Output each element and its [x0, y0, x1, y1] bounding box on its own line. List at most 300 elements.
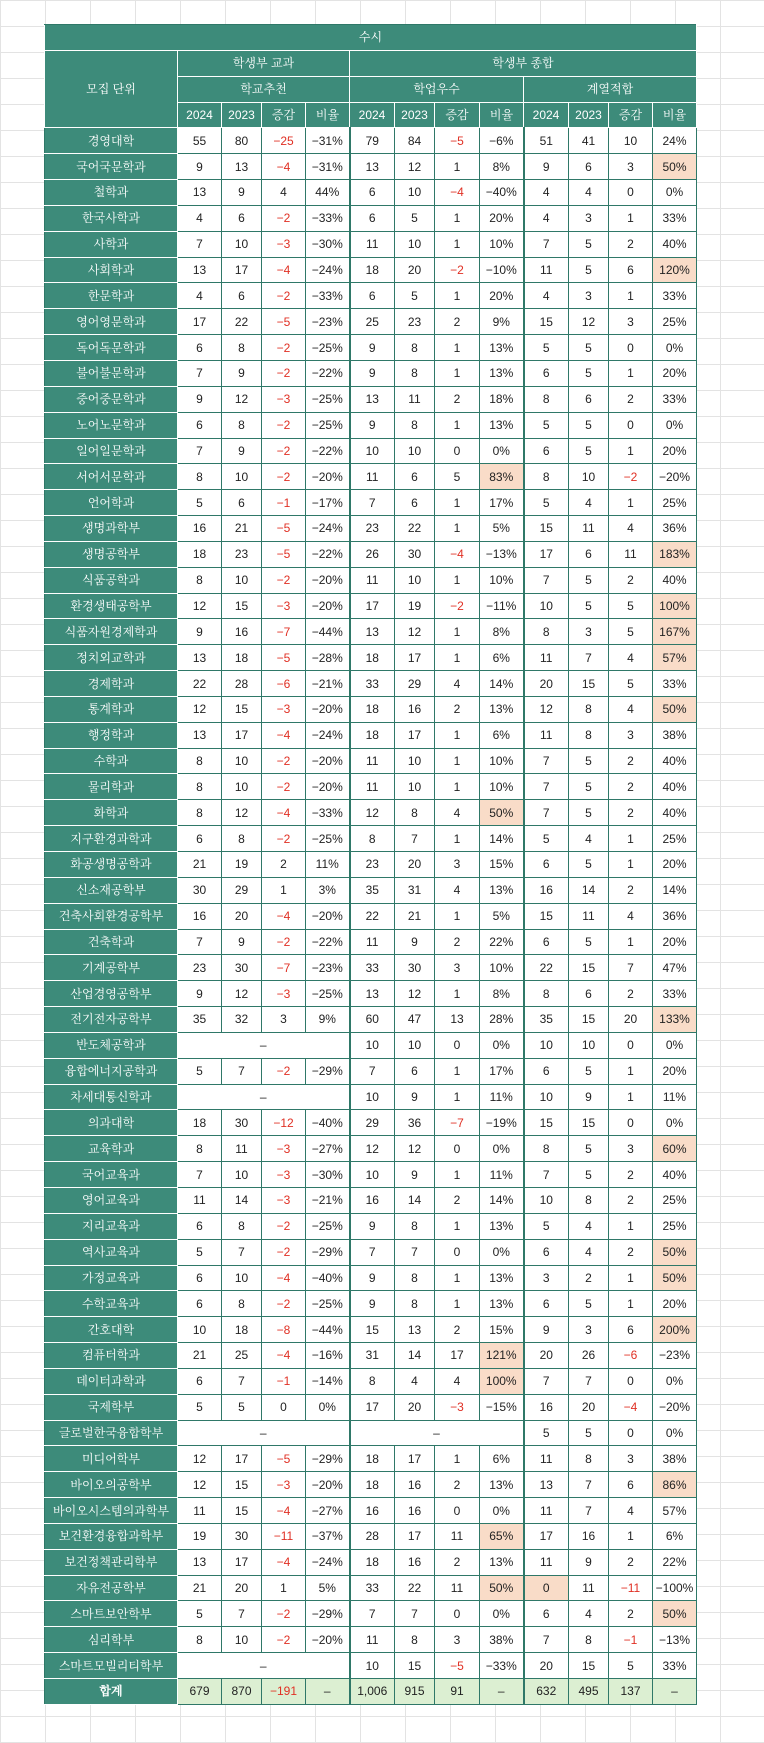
value-cell: 495 — [569, 1679, 609, 1705]
value-cell: 13 — [350, 619, 395, 645]
value-cell: 5 — [569, 1291, 609, 1317]
value-cell: 1 — [435, 154, 480, 180]
value-cell: 13 — [524, 1472, 569, 1498]
value-cell: −20% — [653, 464, 697, 490]
value-cell: −40% — [306, 1265, 350, 1291]
value-cell: 20% — [480, 205, 524, 231]
value-cell: 9 — [350, 412, 395, 438]
value-cell: 10% — [480, 955, 524, 981]
table-row — [45, 541, 697, 567]
value-cell: −20% — [306, 464, 350, 490]
value-cell: −25% — [306, 412, 350, 438]
value-cell: 21 — [178, 1343, 222, 1369]
value-cell: 4 — [569, 826, 609, 852]
value-cell: 12 — [222, 386, 262, 412]
value-cell: −3 — [262, 981, 306, 1007]
value-cell: 7 — [350, 490, 395, 516]
value-cell: 6 — [222, 205, 262, 231]
value-cell: −11 — [262, 1523, 306, 1549]
value-cell: −3 — [435, 1394, 480, 1420]
value-cell: 137 — [609, 1679, 653, 1705]
value-cell: 9 — [178, 981, 222, 1007]
value-cell: 13% — [480, 696, 524, 722]
subgroup-header-school-recommend: 학교추천 — [178, 76, 350, 102]
department-name: 환경생태공학부 — [45, 593, 178, 619]
value-cell: 17 — [435, 1343, 480, 1369]
value-cell: 15 — [222, 696, 262, 722]
value-cell: 28 — [350, 1523, 395, 1549]
value-cell: 7 — [178, 1162, 222, 1188]
value-cell: 4 — [609, 696, 653, 722]
value-cell: 10 — [609, 128, 653, 154]
value-cell: 14 — [395, 1187, 435, 1213]
department-name: 통계학과 — [45, 696, 178, 722]
value-cell: 9 — [350, 360, 395, 386]
value-cell: 13 — [178, 1549, 222, 1575]
value-cell: 18 — [222, 645, 262, 671]
value-cell: 5% — [480, 516, 524, 542]
subgroup-header-field-fit: 계열적합 — [524, 76, 697, 102]
value-cell: 13% — [480, 412, 524, 438]
table-row — [45, 154, 697, 180]
value-cell: 15 — [222, 1472, 262, 1498]
value-cell: 5 — [569, 1420, 609, 1446]
value-cell: −2 — [262, 1213, 306, 1239]
value-cell: 1 — [435, 1084, 480, 1110]
value-cell: 16 — [395, 1549, 435, 1575]
value-cell: 36% — [653, 903, 697, 929]
value-cell: 8 — [222, 1291, 262, 1317]
value-cell: −3 — [262, 1187, 306, 1213]
value-cell: −2 — [262, 438, 306, 464]
value-cell: 30 — [395, 955, 435, 981]
department-name: 물리학과 — [45, 774, 178, 800]
department-name: 중어중문학과 — [45, 386, 178, 412]
total-label: 합계 — [45, 1679, 178, 1705]
value-cell: 9% — [480, 309, 524, 335]
value-cell: 6% — [480, 1446, 524, 1472]
table-row — [45, 309, 697, 335]
value-cell: −33% — [480, 1653, 524, 1679]
value-cell: 13 — [350, 154, 395, 180]
value-cell: 9 — [222, 929, 262, 955]
table-row — [45, 386, 697, 412]
value-cell: 8% — [480, 619, 524, 645]
value-cell: 36% — [653, 516, 697, 542]
table-row — [45, 1213, 697, 1239]
department-name: 생명과학부 — [45, 516, 178, 542]
value-cell: −40% — [480, 180, 524, 206]
value-cell: 14% — [480, 671, 524, 697]
value-cell: 22% — [653, 1549, 697, 1575]
value-cell: 100% — [480, 1368, 524, 1394]
table-row — [45, 929, 697, 955]
value-cell: 0% — [653, 1368, 697, 1394]
table-row — [45, 1627, 697, 1653]
value-cell: 0% — [653, 1110, 697, 1136]
value-cell: 33% — [653, 981, 697, 1007]
table-row — [45, 696, 697, 722]
value-cell: 16 — [350, 1498, 395, 1524]
value-cell: 79 — [350, 128, 395, 154]
table-row — [45, 1394, 697, 1420]
value-cell: −20% — [306, 903, 350, 929]
value-cell: −22% — [306, 541, 350, 567]
value-cell: 9 — [222, 180, 262, 206]
empty-range-dash: – — [178, 1032, 350, 1058]
value-cell: 4 — [435, 800, 480, 826]
value-cell: 9 — [350, 1291, 395, 1317]
value-cell: 11 — [350, 774, 395, 800]
value-cell: 7 — [524, 567, 569, 593]
department-name: 의과대학 — [45, 1110, 178, 1136]
value-cell: 14 — [395, 1343, 435, 1369]
subgroup-header-academic-excellence: 학업우수 — [350, 76, 524, 102]
value-cell: 4 — [609, 1498, 653, 1524]
value-cell: −2 — [262, 567, 306, 593]
value-cell: 20 — [524, 1653, 569, 1679]
value-cell: 1 — [609, 205, 653, 231]
column-header: 2024 — [524, 102, 569, 128]
value-cell: 3 — [569, 283, 609, 309]
value-cell: 11 — [350, 464, 395, 490]
value-cell: 25% — [653, 826, 697, 852]
value-cell: −2 — [262, 335, 306, 361]
value-cell: 0% — [480, 1498, 524, 1524]
value-cell: 1 — [435, 516, 480, 542]
value-cell: −2 — [262, 360, 306, 386]
value-cell: 29 — [395, 671, 435, 697]
value-cell: −2 — [262, 205, 306, 231]
value-cell: 20 — [222, 903, 262, 929]
value-cell: 33 — [350, 671, 395, 697]
value-cell: 15 — [569, 955, 609, 981]
department-name: 영어교육과 — [45, 1187, 178, 1213]
value-cell: 12 — [395, 1136, 435, 1162]
value-cell: 100% — [653, 593, 697, 619]
value-cell: 57% — [653, 1498, 697, 1524]
department-name: 데이터과학과 — [45, 1368, 178, 1394]
table-row — [45, 1420, 697, 1446]
value-cell: −31% — [306, 128, 350, 154]
value-cell: 7 — [178, 231, 222, 257]
value-cell: −2 — [262, 1601, 306, 1627]
table-row — [45, 490, 697, 516]
value-cell: 13% — [480, 1265, 524, 1291]
value-cell: 4 — [435, 671, 480, 697]
value-cell: 6 — [395, 1058, 435, 1084]
value-cell: 0% — [653, 180, 697, 206]
value-cell: 13 — [178, 257, 222, 283]
value-cell: 13 — [350, 386, 395, 412]
value-cell: 5 — [524, 490, 569, 516]
value-cell: 40% — [653, 800, 697, 826]
value-cell: 50% — [480, 800, 524, 826]
value-cell: 14% — [653, 877, 697, 903]
value-cell: 7 — [569, 1498, 609, 1524]
value-cell: −27% — [306, 1498, 350, 1524]
empty-range-dash: – — [178, 1653, 350, 1679]
table-row — [45, 1368, 697, 1394]
value-cell: 84 — [395, 128, 435, 154]
value-cell: 20 — [395, 1394, 435, 1420]
value-cell: 11 — [350, 929, 395, 955]
value-cell: 2 — [609, 1239, 653, 1265]
value-cell: 25% — [653, 1187, 697, 1213]
value-cell: −4 — [262, 800, 306, 826]
value-cell: 3 — [435, 1627, 480, 1653]
value-cell: 0 — [609, 180, 653, 206]
value-cell: 1 — [435, 231, 480, 257]
value-cell: 17% — [480, 1058, 524, 1084]
value-cell: −21% — [306, 1187, 350, 1213]
value-cell: 8 — [222, 412, 262, 438]
value-cell: −2 — [262, 1291, 306, 1317]
department-name: 사회학과 — [45, 257, 178, 283]
value-cell: 6 — [569, 154, 609, 180]
department-name: 수학과 — [45, 748, 178, 774]
value-cell: −8 — [262, 1317, 306, 1343]
value-cell: 11 — [524, 645, 569, 671]
department-name: 국어교육과 — [45, 1162, 178, 1188]
value-cell: 5 — [569, 748, 609, 774]
department-name: 한국사학과 — [45, 205, 178, 231]
department-name: 글로벌한국융합학부 — [45, 1420, 178, 1446]
value-cell: 3 — [569, 619, 609, 645]
value-cell: 40% — [653, 567, 697, 593]
value-cell: 50% — [653, 154, 697, 180]
value-cell: 6 — [222, 490, 262, 516]
value-cell: 5 — [222, 1394, 262, 1420]
value-cell: −191 — [262, 1679, 306, 1705]
value-cell: 11 — [222, 1136, 262, 1162]
table-row — [45, 1032, 697, 1058]
value-cell: 4 — [524, 283, 569, 309]
value-cell: 15 — [524, 516, 569, 542]
value-cell: 1 — [435, 205, 480, 231]
table-row — [45, 593, 697, 619]
value-cell: 18 — [350, 722, 395, 748]
value-cell: −5 — [262, 645, 306, 671]
value-cell: 17 — [222, 1549, 262, 1575]
value-cell: 8 — [222, 826, 262, 852]
column-header: 2024 — [350, 102, 395, 128]
value-cell: −4 — [262, 1343, 306, 1369]
value-cell: 28 — [222, 671, 262, 697]
table-row — [45, 128, 697, 154]
value-cell: −27% — [306, 1136, 350, 1162]
department-name: 반도체공학과 — [45, 1032, 178, 1058]
value-cell: 8 — [569, 1187, 609, 1213]
value-cell: 16 — [222, 619, 262, 645]
value-cell: 19 — [178, 1523, 222, 1549]
value-cell: −25 — [262, 128, 306, 154]
value-cell: 18% — [480, 386, 524, 412]
table-row — [45, 1291, 697, 1317]
value-cell: 30 — [178, 877, 222, 903]
value-cell: 19 — [395, 593, 435, 619]
department-name: 국제학부 — [45, 1394, 178, 1420]
value-cell: 22 — [178, 671, 222, 697]
empty-range-dash: – — [178, 1420, 350, 1446]
table-title: 수시 — [45, 25, 697, 51]
value-cell: 14 — [222, 1187, 262, 1213]
department-name: 건축학과 — [45, 929, 178, 955]
value-cell: 2 — [609, 1601, 653, 1627]
department-name: 경영대학 — [45, 128, 178, 154]
value-cell: 60 — [350, 1007, 395, 1033]
value-cell: 5% — [480, 903, 524, 929]
value-cell: 1 — [609, 1291, 653, 1317]
value-cell: 8 — [569, 722, 609, 748]
value-cell: 0 — [524, 1575, 569, 1601]
department-name: 차세대통신학과 — [45, 1084, 178, 1110]
value-cell: 20 — [395, 852, 435, 878]
value-cell: 12 — [178, 1472, 222, 1498]
value-cell: −4 — [262, 1265, 306, 1291]
table-row — [45, 619, 697, 645]
value-cell: −2 — [262, 1627, 306, 1653]
value-cell: 18 — [178, 541, 222, 567]
table-row — [45, 567, 697, 593]
value-cell: 10 — [350, 438, 395, 464]
department-name: 기계공학부 — [45, 955, 178, 981]
value-cell: −5 — [262, 1446, 306, 1472]
value-cell: 2 — [569, 1265, 609, 1291]
value-cell: 15 — [524, 1110, 569, 1136]
row-label-header: 모집 단위 — [45, 50, 178, 128]
value-cell: 35 — [350, 877, 395, 903]
value-cell: 0 — [609, 1032, 653, 1058]
value-cell: −3 — [262, 696, 306, 722]
value-cell: 8 — [178, 464, 222, 490]
value-cell: 9 — [395, 1084, 435, 1110]
value-cell: 7 — [524, 1368, 569, 1394]
value-cell: 8 — [569, 1446, 609, 1472]
value-cell: −30% — [306, 1162, 350, 1188]
value-cell: 11 — [178, 1187, 222, 1213]
value-cell: 16 — [395, 696, 435, 722]
value-cell: 6 — [524, 1601, 569, 1627]
value-cell: 12 — [395, 154, 435, 180]
value-cell: −25% — [306, 335, 350, 361]
empty-range-dash: – — [178, 1084, 350, 1110]
value-cell: 17 — [395, 1446, 435, 1472]
value-cell: 11 — [350, 567, 395, 593]
value-cell: 1 — [435, 412, 480, 438]
value-cell: 4 — [178, 283, 222, 309]
value-cell: 15 — [569, 1653, 609, 1679]
value-cell: 7 — [395, 826, 435, 852]
value-cell: 10 — [569, 464, 609, 490]
value-cell: 6 — [524, 852, 569, 878]
value-cell: 5 — [569, 567, 609, 593]
value-cell: −4 — [435, 180, 480, 206]
column-header: 2023 — [222, 102, 262, 128]
table-row — [45, 955, 697, 981]
value-cell: −25% — [306, 386, 350, 412]
value-cell: – — [480, 1679, 524, 1705]
value-cell: 5 — [524, 335, 569, 361]
column-header: 비율 — [306, 102, 350, 128]
value-cell: 15 — [569, 1007, 609, 1033]
value-cell: 0 — [435, 1498, 480, 1524]
value-cell: 17 — [524, 541, 569, 567]
value-cell: 10 — [350, 1084, 395, 1110]
value-cell: 2 — [435, 1317, 480, 1343]
value-cell: 12 — [178, 696, 222, 722]
value-cell: −23% — [653, 1343, 697, 1369]
table-row — [45, 722, 697, 748]
value-cell: 3 — [435, 955, 480, 981]
column-header: 증감 — [435, 102, 480, 128]
value-cell: 4 — [262, 180, 306, 206]
table-row — [45, 1498, 697, 1524]
value-cell: 10 — [395, 438, 435, 464]
value-cell: 7 — [395, 1601, 435, 1627]
value-cell: 20 — [395, 257, 435, 283]
value-cell: 0 — [609, 1420, 653, 1446]
value-cell: 12 — [395, 619, 435, 645]
value-cell: 26 — [569, 1343, 609, 1369]
value-cell: 0% — [653, 1032, 697, 1058]
value-cell: 1 — [609, 1523, 653, 1549]
value-cell: −44% — [306, 619, 350, 645]
value-cell: 5 — [524, 1213, 569, 1239]
value-cell: −2 — [262, 464, 306, 490]
value-cell: 15% — [480, 1317, 524, 1343]
value-cell: −1 — [262, 490, 306, 516]
table-row — [45, 748, 697, 774]
value-cell: 0 — [609, 1110, 653, 1136]
table-row — [45, 1084, 697, 1110]
value-cell: 8 — [178, 800, 222, 826]
value-cell: 25% — [653, 309, 697, 335]
value-cell: 7 — [222, 1368, 262, 1394]
value-cell: 6 — [609, 1472, 653, 1498]
value-cell: 0 — [435, 1136, 480, 1162]
value-cell: 10% — [480, 231, 524, 257]
value-cell: 1 — [262, 1575, 306, 1601]
value-cell: 6 — [350, 180, 395, 206]
value-cell: 1 — [435, 981, 480, 1007]
value-cell: 20% — [480, 283, 524, 309]
value-cell: −5 — [262, 541, 306, 567]
value-cell: 15 — [524, 903, 569, 929]
department-name: 산업경영공학부 — [45, 981, 178, 1007]
table-row — [45, 180, 697, 206]
value-cell: 12 — [395, 981, 435, 1007]
value-cell: 1 — [435, 1162, 480, 1188]
value-cell: 13% — [480, 335, 524, 361]
value-cell: −3 — [262, 1472, 306, 1498]
value-cell: 12 — [222, 981, 262, 1007]
value-cell: 80 — [222, 128, 262, 154]
value-cell: 13 — [350, 981, 395, 1007]
value-cell: 7 — [569, 1472, 609, 1498]
value-cell: 11 — [524, 1498, 569, 1524]
value-cell: 33% — [653, 205, 697, 231]
value-cell: 2 — [609, 386, 653, 412]
value-cell: 1 — [435, 1213, 480, 1239]
value-cell: 8 — [350, 826, 395, 852]
value-cell: 6 — [524, 1058, 569, 1084]
value-cell: 13 — [435, 1007, 480, 1033]
value-cell: −4 — [262, 1549, 306, 1575]
value-cell: 25 — [222, 1343, 262, 1369]
value-cell: 36 — [395, 1110, 435, 1136]
value-cell: 4 — [569, 1213, 609, 1239]
